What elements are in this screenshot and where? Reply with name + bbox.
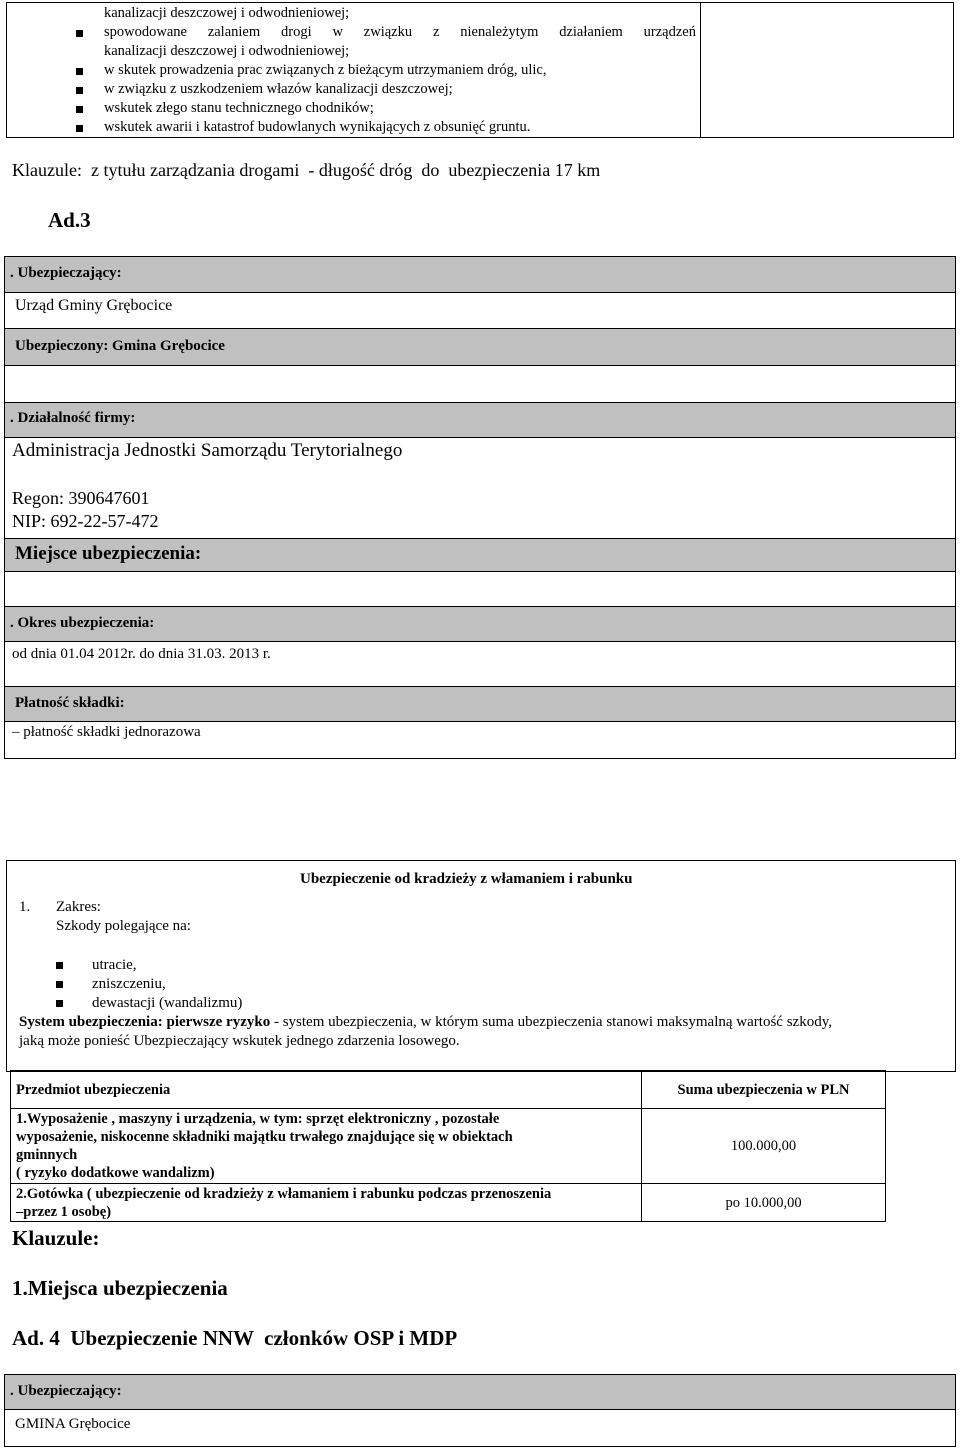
top-right-empty-cell bbox=[700, 2, 954, 138]
bullet-icon bbox=[56, 981, 63, 988]
system-ubezpieczenia-line2: jaką może ponieść Ubezpieczający wskutek jednego zdarzenia losowego. bbox=[19, 1033, 460, 1049]
klauzule-heading: Klauzule: bbox=[12, 1226, 100, 1250]
subject-line: –przez 1 osobę) bbox=[16, 1203, 112, 1220]
list-item-text: zniszczeniu, bbox=[92, 976, 166, 992]
dzialalnosc-label: . Działalność firmy: bbox=[10, 410, 136, 426]
ubezpieczajacy-value: Urząd Gminy Grębocice bbox=[15, 297, 173, 314]
bullet-icon bbox=[76, 30, 83, 37]
system-rest: - system ubezpieczenia, w którym suma ubezpieczenia stanowi maksymalną wartość szkody, bbox=[270, 1014, 832, 1030]
ubezpieczony-label: Ubezpieczony: Gmina Grębocice bbox=[15, 338, 225, 354]
ubezpieczajacy2-value: GMINA Grębocice bbox=[15, 1416, 131, 1432]
zakres-label: Zakres: bbox=[56, 899, 101, 915]
miejsce-label: Miejsce ubezpieczenia: bbox=[15, 543, 202, 564]
dzialalnosc-value: Administracja Jednostki Samorządu Terytorialnego bbox=[12, 440, 403, 461]
list-item-text: w związku z uszkodzeniem włazów kanalizacji deszczowej; bbox=[104, 81, 453, 97]
sum-cell: 100.000,00 bbox=[642, 1109, 886, 1184]
list-item-text: kanalizacji deszczowej i odwodnieniowej; bbox=[104, 5, 350, 21]
dzialalnosc-header bbox=[4, 402, 956, 438]
list-item-text: utracie, bbox=[92, 957, 137, 973]
sum-col-header: Suma ubezpieczenia w PLN bbox=[642, 1071, 886, 1109]
zakres-number: 1. bbox=[19, 899, 31, 915]
list-item bbox=[84, 62, 696, 81]
list-item bbox=[84, 43, 696, 62]
list-item-text: dewastacji (wandalizmu) bbox=[92, 995, 243, 1011]
nip-value: NIP: 692-22-57-472 bbox=[12, 511, 159, 531]
bullet-icon bbox=[76, 68, 83, 75]
bullet-icon bbox=[76, 106, 83, 113]
list-item-text: spowodowane zalaniem drogi w związku z nienależytym działaniem urządzeń bbox=[104, 24, 696, 40]
bullet-icon bbox=[76, 125, 83, 132]
list-item-text: kanalizacji deszczowej i odwodnieniowej; bbox=[104, 43, 350, 59]
subject-line: wyposażenie, niskocenne składniki majątku trwałego znajdujące się w obiektach bbox=[16, 1129, 513, 1145]
subject-col-header: Przedmiot ubezpieczenia bbox=[11, 1071, 642, 1109]
system-ubezpieczenia-text bbox=[19, 1014, 951, 1031]
subject-line: 1.Wyposażenie , maszyny i urządzenia, w tym: sprzęt elektroniczny , pozostałe bbox=[16, 1111, 500, 1127]
list-item bbox=[84, 5, 696, 24]
list-item bbox=[84, 81, 696, 100]
szkody-label: Szkody polegające na: bbox=[56, 918, 191, 934]
empty-row bbox=[4, 365, 956, 403]
subject-line: gminnych bbox=[16, 1147, 78, 1163]
ubezpieczajacy2-value-row bbox=[4, 1409, 956, 1447]
ubezpieczajacy-header bbox=[4, 256, 956, 293]
empty-row bbox=[4, 571, 956, 607]
ad3-heading: Ad.3 bbox=[48, 208, 91, 232]
bullet-icon bbox=[56, 1000, 63, 1007]
kradziez-title: Ubezpieczenie od kradzieży z włamaniem i rabunku bbox=[300, 871, 633, 887]
ubezpieczajacy2-label: . Ubezpieczający: bbox=[10, 1383, 122, 1399]
subject-line: ( ryzyko dodatkowe wandalizm) bbox=[16, 1165, 215, 1181]
list-item-text: wskutek złego stanu technicznego chodników; bbox=[104, 100, 374, 116]
okres-value: od dnia 01.04 2012r. do dnia 31.03. 2013 r. bbox=[12, 646, 271, 662]
list-item-text: wskutek awarii i katastrof budowlanych wynikających z obsunięć gruntu. bbox=[104, 119, 531, 135]
miejsca-heading: 1.Miejsca ubezpieczenia bbox=[12, 1276, 228, 1300]
ubezpieczajacy-label: . Ubezpieczający: bbox=[10, 265, 122, 281]
list-item-text: w skutek prowadzenia prac związanych z bieżącym utrzymaniem dróg, ulic, bbox=[104, 62, 547, 78]
bullet-icon bbox=[56, 962, 63, 969]
bullet-icon bbox=[76, 87, 83, 94]
sum-cell: po 10.000,00 bbox=[642, 1184, 886, 1222]
ad4-heading: Ad. 4 Ubezpieczenie NNW członków OSP i MDP bbox=[12, 1326, 458, 1350]
top-bullet-list bbox=[84, 5, 696, 138]
subject-table bbox=[10, 1070, 886, 1222]
platnosc-label: Płatność składki: bbox=[15, 695, 125, 711]
subject-cell bbox=[11, 1109, 642, 1184]
table-row bbox=[11, 1184, 886, 1222]
list-item bbox=[84, 100, 696, 119]
ubezpieczajacy2-header bbox=[4, 1374, 956, 1410]
table-row bbox=[11, 1109, 886, 1184]
table-row bbox=[11, 1071, 886, 1109]
platnosc-value: – płatność składki jednorazowa bbox=[12, 724, 201, 740]
okres-label: . Okres ubezpieczenia: bbox=[10, 615, 155, 631]
subject-line: 2.Gotówka ( ubezpieczenie od kradzieży z włamaniem i rabunku podczas przenoszenia bbox=[16, 1185, 552, 1202]
subject-cell bbox=[11, 1184, 642, 1222]
list-item bbox=[84, 24, 696, 43]
klauzule-roads-line: Klauzule: z tytułu zarządzania drogami - długość dróg do ubezpieczenia 17 km bbox=[12, 160, 601, 180]
list-item bbox=[84, 119, 696, 138]
platnosc-header bbox=[4, 686, 956, 722]
regon-value: Regon: 390647601 bbox=[12, 488, 150, 508]
system-bold: System ubezpieczenia: pierwsze ryzyko bbox=[19, 1014, 271, 1030]
